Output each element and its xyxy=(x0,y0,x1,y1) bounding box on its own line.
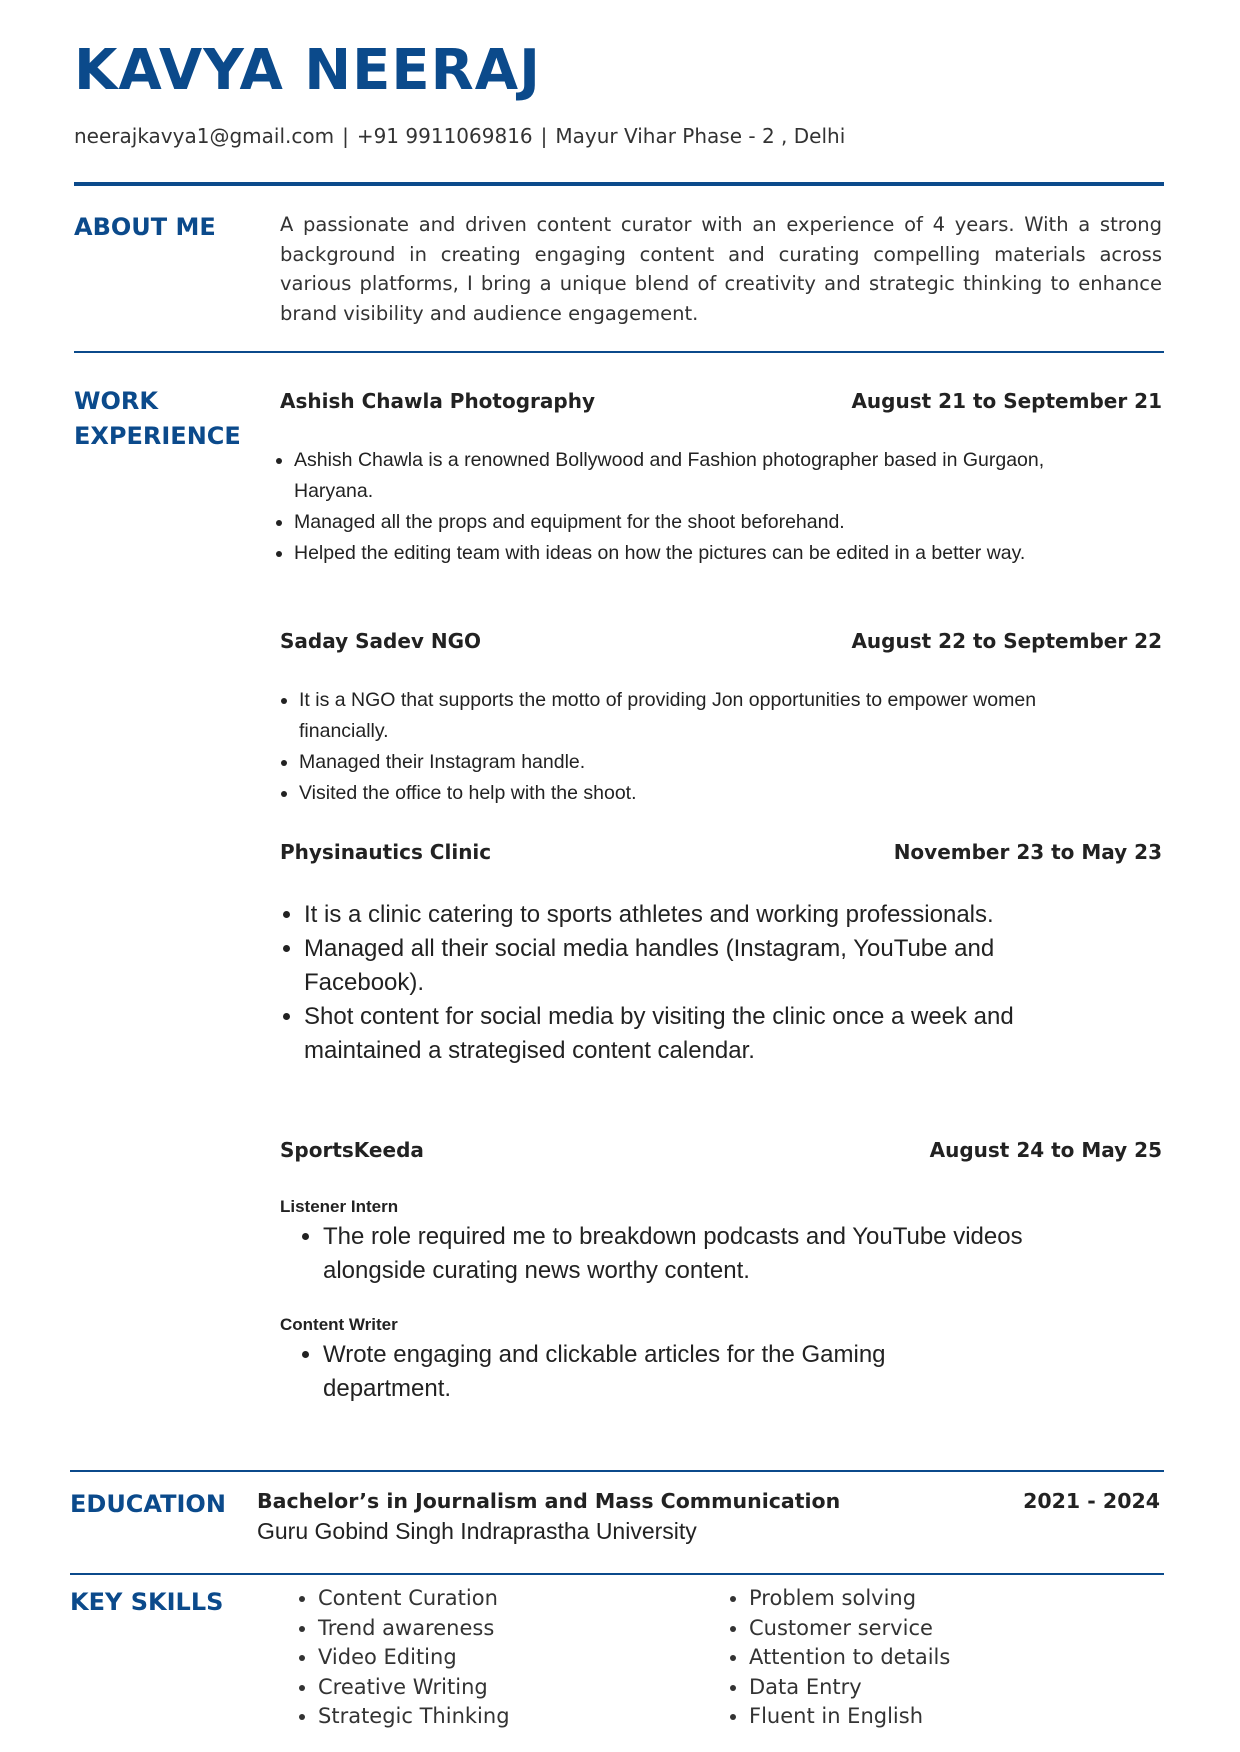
job-bullets xyxy=(266,445,1054,569)
location-text: Mayur Vihar Phase - 2 , Delhi xyxy=(555,124,846,148)
skill-item: • Problem solving xyxy=(749,1584,950,1614)
role-title: Content Writer xyxy=(280,1315,398,1334)
job-dates: November 23 to May 23 xyxy=(893,840,1162,864)
job-dates: August 21 to September 21 xyxy=(851,389,1162,413)
skill-item: • Trend awareness xyxy=(318,1614,510,1644)
about-title: ABOUT ME xyxy=(74,213,216,241)
list-item: • Managed all their social media handles (Instagram, YouTube and Facebook). xyxy=(304,932,1034,1000)
skills-title: KEY SKILLS xyxy=(70,1588,224,1616)
job-header xyxy=(280,629,1162,655)
contact-separator: | xyxy=(342,124,349,148)
job-company: Physinautics Clinic xyxy=(280,840,492,864)
about-divider xyxy=(74,351,1164,353)
job-bullets xyxy=(276,898,1034,1068)
candidate-name: KAVYA NEERAJ xyxy=(74,38,541,103)
list-item: • Ashish Chawla is a renowned Bollywood and Fashion photographer based in Gurgaon, Haryana. xyxy=(294,445,1054,507)
list-item: • Helped the editing team with ideas on how the pictures can be edited in a better way. xyxy=(294,538,1054,569)
work-title xyxy=(74,384,241,454)
list-item: • The role required me to breakdown podcasts and YouTube videos alongside curating news worthy content. xyxy=(323,1220,1043,1288)
skill-item: • Customer service xyxy=(749,1614,950,1644)
education-title: EDUCATION xyxy=(70,1490,226,1518)
role-bullets xyxy=(295,1338,983,1406)
list-item: • Managed their Instagram handle. xyxy=(299,747,1059,778)
job-dates: August 22 to September 22 xyxy=(851,629,1162,653)
skill-item: • Creative Writing xyxy=(318,1673,510,1703)
phone-text: +91 9911069816 xyxy=(356,124,533,148)
email-text: neerajkavya1@gmail.com xyxy=(74,124,335,148)
list-item: • It is a clinic catering to sports athletes and working professionals. xyxy=(304,898,1034,932)
header-divider xyxy=(74,182,1164,186)
job-dates: August 24 to May 25 xyxy=(929,1138,1162,1162)
skill-item: • Video Editing xyxy=(318,1643,510,1673)
list-item: • Managed all the props and equipment for the shoot beforehand. xyxy=(294,507,1054,538)
role-bullets xyxy=(295,1220,1043,1288)
job-header xyxy=(280,389,1162,415)
list-item: • It is a NGO that supports the motto of providing Jon opportunities to empower women financially. xyxy=(299,685,1059,747)
work-divider xyxy=(70,1470,1164,1472)
skill-item: • Strategic Thinking xyxy=(318,1702,510,1732)
contact-line xyxy=(74,124,845,148)
list-item: • Visited the office to help with the shoot. xyxy=(299,778,1059,809)
job-header xyxy=(280,1138,1162,1164)
education-divider xyxy=(70,1573,1164,1575)
skill-item: • Content Curation xyxy=(318,1584,510,1614)
skill-item: • Attention to details xyxy=(749,1643,950,1673)
job-header xyxy=(280,840,1162,866)
skill-item: • Data Entry xyxy=(749,1673,950,1703)
education-school: Guru Gobind Singh Indraprastha University xyxy=(257,1518,697,1544)
list-item: • Shot content for social media by visiting the clinic once a week and maintained a strategised content calendar. xyxy=(304,1000,1034,1068)
skills-list-right xyxy=(713,1584,950,1732)
job-bullets xyxy=(271,685,1059,809)
work-title-line1: WORK xyxy=(74,387,158,415)
job-company: SportsKeeda xyxy=(280,1138,424,1162)
education-years: 2021 - 2024 xyxy=(1023,1489,1160,1513)
skill-item: • Fluent in English xyxy=(749,1702,950,1732)
about-text: A passionate and driven content curator with an experience of 4 years. With a strong background in creating engaging content and curating compelling materials across various platforms, I bring a unique blend of creativity and strategic thinking to enhance brand visibility and audience engagement. xyxy=(280,213,1162,325)
work-title-line2: EXPERIENCE xyxy=(74,422,241,450)
skills-list-left xyxy=(282,1584,510,1732)
contact-separator: | xyxy=(540,124,548,148)
job-company: Ashish Chawla Photography xyxy=(280,389,595,413)
education-degree: Bachelor’s in Journalism and Mass Communication xyxy=(257,1489,841,1513)
role-title: Listener Intern xyxy=(280,1197,399,1216)
list-item: • Wrote engaging and clickable articles for the Gaming department. xyxy=(323,1338,983,1406)
job-company: Saday Sadev NGO xyxy=(280,629,482,653)
